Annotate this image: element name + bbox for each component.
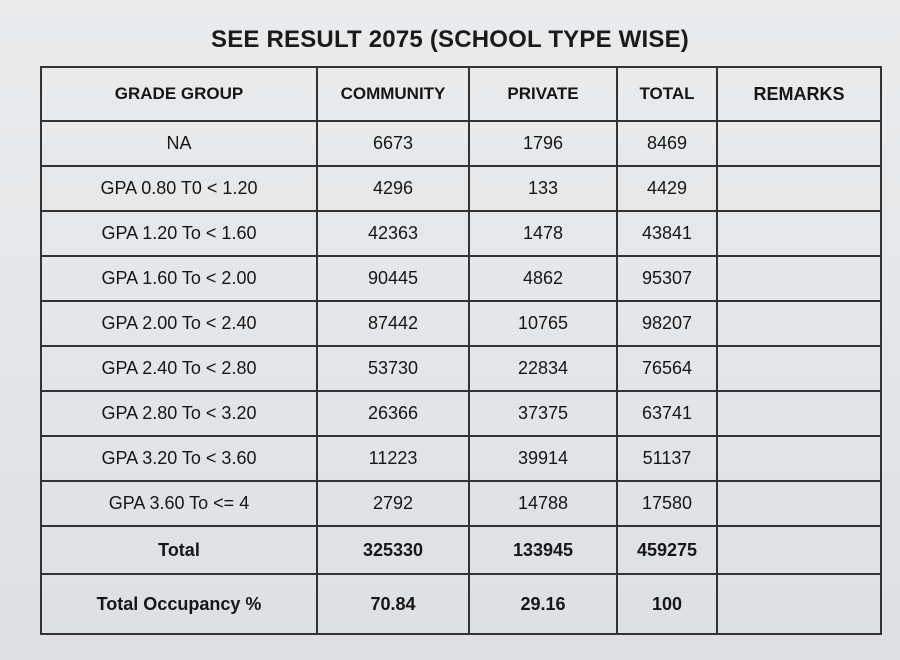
private-cell: 133 xyxy=(469,166,617,211)
private-cell: 4862 xyxy=(469,256,617,301)
private-cell: 1478 xyxy=(469,211,617,256)
community-cell: 6673 xyxy=(317,121,469,166)
total-private: 133945 xyxy=(469,526,617,574)
remarks-cell xyxy=(717,346,881,391)
grade-cell: GPA 1.60 To < 2.00 xyxy=(41,256,317,301)
private-cell: 1796 xyxy=(469,121,617,166)
document-title: SEE RESULT 2075 (SCHOOL TYPE WISE) xyxy=(210,26,689,53)
header-remarks: REMARKS xyxy=(717,67,881,121)
total-cell: 51137 xyxy=(617,436,717,481)
private-cell: 22834 xyxy=(469,346,617,391)
total-cell: 95307 xyxy=(617,256,717,301)
grade-cell: GPA 0.80 T0 < 1.20 xyxy=(41,166,317,211)
community-cell: 87442 xyxy=(317,301,469,346)
occupancy-private: 29.16 xyxy=(469,574,617,634)
remarks-cell xyxy=(717,301,881,346)
total-cell: 76564 xyxy=(617,346,717,391)
total-total: 459275 xyxy=(617,526,717,574)
grade-cell: GPA 2.80 To < 3.20 xyxy=(41,391,317,436)
total-community: 325330 xyxy=(317,526,469,574)
remarks-cell xyxy=(717,256,881,301)
total-label: Total xyxy=(41,526,317,574)
header-total: TOTAL xyxy=(617,67,717,121)
remarks-cell xyxy=(717,574,881,634)
table-row xyxy=(41,391,881,436)
community-cell: 11223 xyxy=(317,436,469,481)
community-cell: 26366 xyxy=(317,391,469,436)
private-cell: 39914 xyxy=(469,436,617,481)
grade-cell: GPA 1.20 To < 1.60 xyxy=(41,211,317,256)
total-cell: 98207 xyxy=(617,301,717,346)
remarks-cell xyxy=(717,166,881,211)
table-row xyxy=(41,166,881,211)
grade-cell: GPA 2.00 To < 2.40 xyxy=(41,301,317,346)
table-row xyxy=(41,256,881,301)
private-cell: 14788 xyxy=(469,481,617,526)
grade-cell: GPA 3.60 To <= 4 xyxy=(41,481,317,526)
table-row xyxy=(41,346,881,391)
total-row xyxy=(41,526,881,574)
occupancy-label: Total Occupancy % xyxy=(41,574,317,634)
table-row xyxy=(41,301,881,346)
table-row xyxy=(41,436,881,481)
grade-cell: GPA 3.20 To < 3.60 xyxy=(41,436,317,481)
occupancy-row xyxy=(41,574,881,634)
total-cell: 63741 xyxy=(617,391,717,436)
header-row xyxy=(41,67,881,121)
remarks-cell xyxy=(717,211,881,256)
private-cell: 10765 xyxy=(469,301,617,346)
total-cell: 43841 xyxy=(617,211,717,256)
community-cell: 42363 xyxy=(317,211,469,256)
total-cell: 4429 xyxy=(617,166,717,211)
remarks-cell xyxy=(717,436,881,481)
table-row xyxy=(41,121,881,166)
table-row xyxy=(41,211,881,256)
community-cell: 2792 xyxy=(317,481,469,526)
total-cell: 17580 xyxy=(617,481,717,526)
header-community: COMMUNITY xyxy=(317,67,469,121)
community-cell: 53730 xyxy=(317,346,469,391)
remarks-cell xyxy=(717,121,881,166)
community-cell: 4296 xyxy=(317,166,469,211)
total-cell: 8469 xyxy=(617,121,717,166)
grade-cell: NA xyxy=(41,121,317,166)
grade-cell: GPA 2.40 To < 2.80 xyxy=(41,346,317,391)
private-cell: 37375 xyxy=(469,391,617,436)
remarks-cell xyxy=(717,481,881,526)
header-grade-group: GRADE GROUP xyxy=(41,67,317,121)
remarks-cell xyxy=(717,526,881,574)
remarks-cell xyxy=(717,391,881,436)
community-cell: 90445 xyxy=(317,256,469,301)
header-private: PRIVATE xyxy=(469,67,617,121)
table-row xyxy=(41,481,881,526)
occupancy-community: 70.84 xyxy=(317,574,469,634)
occupancy-total: 100 xyxy=(617,574,717,634)
results-table xyxy=(40,66,882,635)
